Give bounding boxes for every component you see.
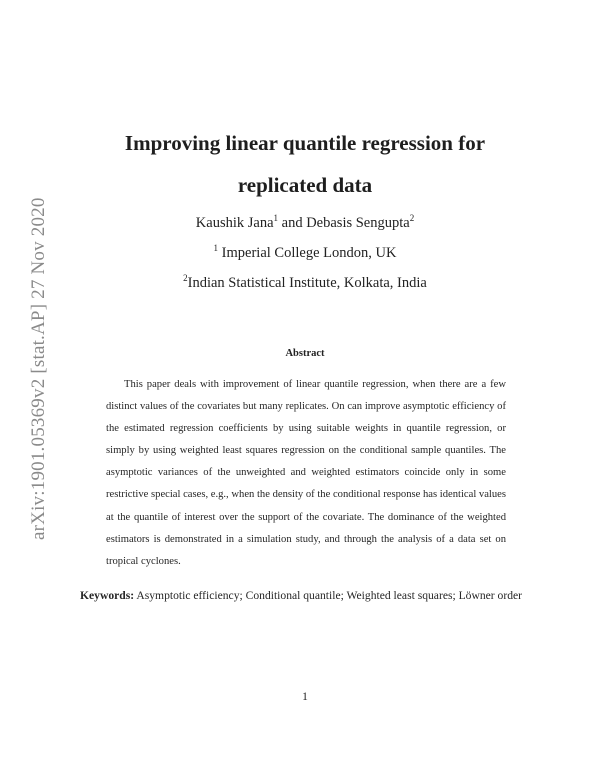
keywords-text: Asymptotic efficiency; Conditional quantile; Weighted least squares; Löwner order [134, 589, 523, 602]
affiliation-text: Indian Statistical Institute, Kolkata, India [187, 275, 427, 291]
affiliation-1 [60, 243, 550, 263]
keywords-paragraph [80, 585, 532, 607]
affiliation-mark: 2 [409, 213, 415, 223]
author-name: Debasis Sengupta [306, 215, 410, 231]
page-number: 1 [302, 691, 308, 703]
author-connector: and [278, 215, 307, 231]
author-name: Kaushik Jana [195, 215, 274, 231]
abstract-heading: Abstract [285, 348, 325, 359]
affiliation-text: Imperial College London, UK [218, 245, 397, 261]
title-line-2: replicated data [237, 173, 373, 197]
author-list [60, 213, 550, 233]
affiliation-mark: 1 [273, 213, 279, 223]
arxiv-identifier-stamp: arXiv:1901.05369v2 [stat.AP] 27 Nov 2020 [28, 197, 49, 540]
affiliation-2 [60, 273, 550, 293]
title-line-1: Improving linear quantile regression for [124, 131, 486, 155]
abstract-text: This paper deals with improvement of linear quantile regression, when there are a few distinct values of the covariates but many replicates. On can improve asymptotic efficiency of the estimated regression coefficients by using suitable weights in quantile regression, or simply by using weighted least squares regression on the conditional sample quantiles. The asymptotic variances of the unweighted and weighted estimators coincide only in some restrictive special cases, e.g., when the density of the conditional response has identical values at the quantile of interest over the support of the covariate. The dominance of the weighted estimators is demonstrated in a simulation study, and through the analysis of a data set on tropical cyclones. [106, 379, 506, 567]
paper-title [60, 122, 550, 206]
affiliation-mark: 2 [183, 273, 188, 283]
affiliation-mark: 1 [213, 243, 219, 253]
keywords-label: Keywords: [80, 589, 135, 602]
